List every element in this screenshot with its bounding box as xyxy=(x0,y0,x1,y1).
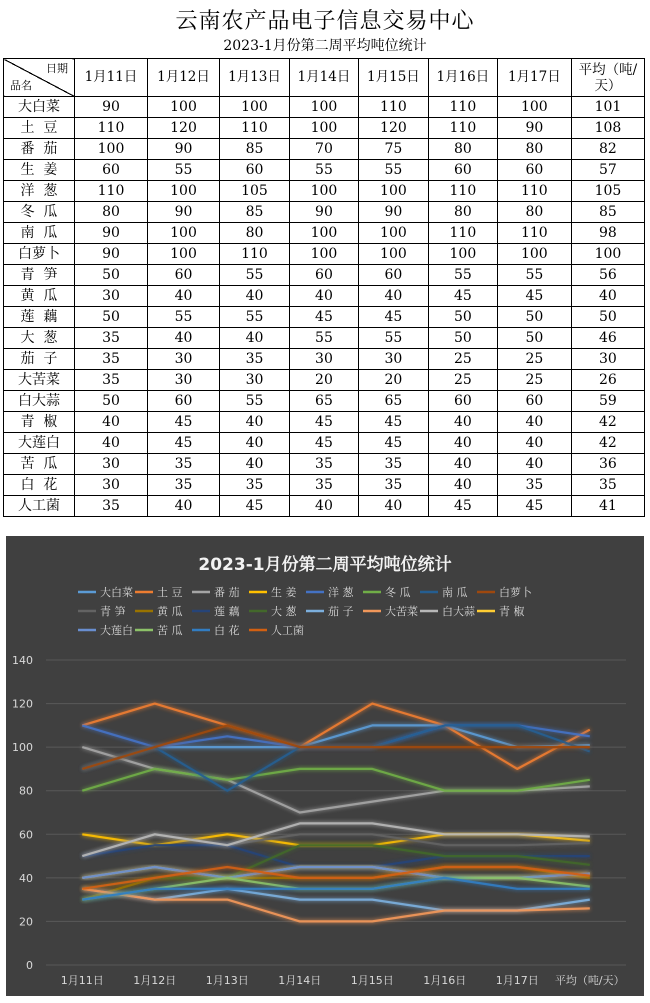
value-cell: 30 xyxy=(289,349,358,370)
average-cell: 40 xyxy=(571,286,644,307)
product-name-cell: 大莲白 xyxy=(4,433,75,454)
value-cell: 100 xyxy=(289,223,358,244)
value-cell: 35 xyxy=(289,475,358,496)
table-row xyxy=(4,433,645,454)
value-cell: 40 xyxy=(220,454,290,475)
value-cell: 120 xyxy=(148,118,220,139)
product-name-cell: 青 笋 xyxy=(4,265,75,286)
value-cell: 110 xyxy=(74,118,147,139)
legend-label: 大苦菜 xyxy=(385,605,418,618)
value-cell: 35 xyxy=(74,496,147,517)
product-name-cell: 土 豆 xyxy=(4,118,75,139)
value-cell: 60 xyxy=(148,265,220,286)
value-cell: 30 xyxy=(358,349,428,370)
average-cell: 98 xyxy=(571,223,644,244)
value-cell: 80 xyxy=(497,202,571,223)
value-cell: 45 xyxy=(497,286,571,307)
value-cell: 110 xyxy=(428,181,497,202)
table-row xyxy=(4,118,645,139)
product-name-cell: 大白菜 xyxy=(4,97,75,118)
value-cell: 30 xyxy=(74,286,147,307)
value-cell: 55 xyxy=(220,391,290,412)
value-cell: 90 xyxy=(148,202,220,223)
value-cell: 100 xyxy=(428,244,497,265)
value-cell: 55 xyxy=(220,265,290,286)
value-cell: 30 xyxy=(220,370,290,391)
value-cell: 80 xyxy=(74,202,147,223)
value-cell: 40 xyxy=(148,328,220,349)
average-cell: 46 xyxy=(571,328,644,349)
column-header: 1月15日 xyxy=(358,59,428,97)
legend-label: 大 葱 xyxy=(271,605,297,618)
table-row xyxy=(4,496,645,517)
value-cell: 30 xyxy=(148,370,220,391)
product-name-cell: 白大蒜 xyxy=(4,391,75,412)
legend-label: 莲 藕 xyxy=(214,605,240,618)
product-name-cell: 黄 瓜 xyxy=(4,286,75,307)
table-row xyxy=(4,475,645,496)
value-cell: 120 xyxy=(358,118,428,139)
value-cell: 55 xyxy=(220,307,290,328)
average-cell: 108 xyxy=(571,118,644,139)
legend-label: 生 姜 xyxy=(271,586,297,599)
product-name-cell: 茄 子 xyxy=(4,349,75,370)
average-cell: 56 xyxy=(571,265,644,286)
x-tick-label: 1月14日 xyxy=(278,974,322,987)
product-name-cell: 青 椒 xyxy=(4,412,75,433)
value-cell: 100 xyxy=(148,181,220,202)
value-cell: 110 xyxy=(497,223,571,244)
value-cell: 60 xyxy=(358,265,428,286)
value-cell: 35 xyxy=(148,475,220,496)
product-name-cell: 白 花 xyxy=(4,475,75,496)
table-row xyxy=(4,349,645,370)
value-cell: 45 xyxy=(358,412,428,433)
value-cell: 45 xyxy=(497,496,571,517)
chart-title: 2023-1月份第二周平均吨位统计 xyxy=(198,555,452,575)
page-title: 云南农产品电子信息交易中心 xyxy=(175,9,475,34)
value-cell: 35 xyxy=(358,454,428,475)
table-row xyxy=(4,454,645,475)
value-cell: 80 xyxy=(220,223,290,244)
value-cell: 45 xyxy=(289,433,358,454)
value-cell: 100 xyxy=(497,97,571,118)
value-cell: 100 xyxy=(289,181,358,202)
value-cell: 45 xyxy=(289,307,358,328)
corner-name-label: 品名 xyxy=(10,79,32,92)
value-cell: 45 xyxy=(428,496,497,517)
value-cell: 100 xyxy=(148,223,220,244)
value-cell: 110 xyxy=(428,223,497,244)
value-cell: 100 xyxy=(497,244,571,265)
legend-label: 人工菌 xyxy=(271,624,304,637)
value-cell: 55 xyxy=(289,160,358,181)
value-cell: 60 xyxy=(497,160,571,181)
y-tick-label: 120 xyxy=(12,697,33,711)
average-cell: 30 xyxy=(571,349,644,370)
legend-label: 白 花 xyxy=(214,624,240,637)
value-cell: 90 xyxy=(358,202,428,223)
table-row xyxy=(4,370,645,391)
x-tick-label: 1月13日 xyxy=(205,974,249,987)
value-cell: 20 xyxy=(358,370,428,391)
table-row xyxy=(4,412,645,433)
value-cell: 85 xyxy=(220,202,290,223)
x-tick-label: 1月16日 xyxy=(423,974,467,987)
value-cell: 40 xyxy=(497,433,571,454)
average-column-header: 平均（吨/天） xyxy=(571,59,644,97)
legend-label: 大白菜 xyxy=(100,586,133,599)
legend-label: 洋 葱 xyxy=(328,586,354,599)
value-cell: 35 xyxy=(74,328,147,349)
value-cell: 90 xyxy=(289,202,358,223)
value-cell: 25 xyxy=(428,370,497,391)
value-cell: 55 xyxy=(497,265,571,286)
average-cell: 105 xyxy=(571,181,644,202)
value-cell: 50 xyxy=(428,307,497,328)
value-cell: 45 xyxy=(220,496,290,517)
average-cell: 42 xyxy=(571,433,644,454)
value-cell: 65 xyxy=(358,391,428,412)
value-cell: 40 xyxy=(358,496,428,517)
value-cell: 70 xyxy=(289,139,358,160)
value-cell: 90 xyxy=(74,97,147,118)
y-tick-label: 40 xyxy=(19,871,33,885)
value-cell: 80 xyxy=(428,139,497,160)
value-cell: 30 xyxy=(148,349,220,370)
value-cell: 110 xyxy=(74,181,147,202)
value-cell: 50 xyxy=(497,328,571,349)
value-cell: 85 xyxy=(220,139,290,160)
average-cell: 57 xyxy=(571,160,644,181)
x-tick-label: 1月11日 xyxy=(60,974,104,987)
x-tick-label: 1月12日 xyxy=(133,974,177,987)
value-cell: 40 xyxy=(428,454,497,475)
y-tick-label: 140 xyxy=(12,654,33,667)
value-cell: 40 xyxy=(74,412,147,433)
legend-label: 青 椒 xyxy=(499,605,525,618)
table-row xyxy=(4,265,645,286)
value-cell: 40 xyxy=(220,328,290,349)
y-tick-label: 60 xyxy=(19,828,33,842)
value-cell: 110 xyxy=(428,118,497,139)
value-cell: 40 xyxy=(220,412,290,433)
value-cell: 35 xyxy=(74,349,147,370)
product-name-cell: 洋 葱 xyxy=(4,181,75,202)
table-row xyxy=(4,244,645,265)
value-cell: 40 xyxy=(497,412,571,433)
value-cell: 25 xyxy=(497,349,571,370)
column-header: 1月13日 xyxy=(220,59,290,97)
value-cell: 100 xyxy=(358,223,428,244)
legend-label: 冬 瓜 xyxy=(385,586,411,599)
tonnage-table xyxy=(3,58,645,517)
value-cell: 50 xyxy=(428,328,497,349)
value-cell: 40 xyxy=(428,475,497,496)
legend-label: 南 瓜 xyxy=(442,586,468,599)
legend-label: 番 茄 xyxy=(214,586,240,599)
value-cell: 40 xyxy=(220,286,290,307)
value-cell: 55 xyxy=(148,307,220,328)
average-cell: 101 xyxy=(571,97,644,118)
table-row xyxy=(4,139,645,160)
product-name-cell: 莲 藕 xyxy=(4,307,75,328)
value-cell: 55 xyxy=(289,328,358,349)
x-tick-label: 平均（吨/天） xyxy=(554,974,625,987)
value-cell: 40 xyxy=(148,286,220,307)
average-cell: 35 xyxy=(571,475,644,496)
value-cell: 40 xyxy=(289,286,358,307)
value-cell: 45 xyxy=(289,412,358,433)
value-cell: 80 xyxy=(497,139,571,160)
column-header: 1月14日 xyxy=(289,59,358,97)
value-cell: 40 xyxy=(289,496,358,517)
average-cell: 41 xyxy=(571,496,644,517)
product-name-cell: 冬 瓜 xyxy=(4,202,75,223)
value-cell: 100 xyxy=(358,244,428,265)
value-cell: 50 xyxy=(74,265,147,286)
value-cell: 100 xyxy=(74,139,147,160)
value-cell: 60 xyxy=(148,391,220,412)
line-chart xyxy=(6,536,644,996)
value-cell: 80 xyxy=(428,202,497,223)
value-cell: 40 xyxy=(428,412,497,433)
value-cell: 35 xyxy=(289,454,358,475)
product-name-cell: 白萝卜 xyxy=(4,244,75,265)
value-cell: 40 xyxy=(497,454,571,475)
average-cell: 59 xyxy=(571,391,644,412)
column-header: 1月11日 xyxy=(74,59,147,97)
value-cell: 110 xyxy=(358,97,428,118)
value-cell: 75 xyxy=(358,139,428,160)
average-cell: 82 xyxy=(571,139,644,160)
value-cell: 45 xyxy=(358,433,428,454)
value-cell: 100 xyxy=(289,118,358,139)
value-cell: 50 xyxy=(74,391,147,412)
value-cell: 50 xyxy=(497,307,571,328)
value-cell: 45 xyxy=(148,433,220,454)
value-cell: 60 xyxy=(289,265,358,286)
value-cell: 60 xyxy=(74,160,147,181)
average-cell: 100 xyxy=(571,244,644,265)
value-cell: 55 xyxy=(428,265,497,286)
value-cell: 60 xyxy=(497,391,571,412)
value-cell: 90 xyxy=(74,244,147,265)
page-subtitle: 2023-1月份第二周平均吨位统计 xyxy=(223,38,427,54)
average-cell: 85 xyxy=(571,202,644,223)
y-tick-label: 0 xyxy=(26,959,33,972)
value-cell: 50 xyxy=(74,307,147,328)
value-cell: 90 xyxy=(497,118,571,139)
table-header-row xyxy=(4,59,645,97)
average-cell: 36 xyxy=(571,454,644,475)
legend-label: 白大蒜 xyxy=(442,605,475,618)
column-header: 1月12日 xyxy=(148,59,220,97)
legend-label: 黄 瓜 xyxy=(157,605,183,618)
value-cell: 40 xyxy=(428,433,497,454)
legend-label: 土 豆 xyxy=(157,586,183,599)
value-cell: 40 xyxy=(74,433,147,454)
table-row xyxy=(4,328,645,349)
value-cell: 25 xyxy=(428,349,497,370)
value-cell: 90 xyxy=(74,223,147,244)
value-cell: 35 xyxy=(148,454,220,475)
product-name-cell: 大 葱 xyxy=(4,328,75,349)
table-row xyxy=(4,223,645,244)
column-header: 1月17日 xyxy=(497,59,571,97)
table-row xyxy=(4,202,645,223)
value-cell: 55 xyxy=(358,160,428,181)
table-row xyxy=(4,181,645,202)
x-tick-label: 1月17日 xyxy=(495,974,539,987)
product-name-cell: 生 姜 xyxy=(4,160,75,181)
y-tick-label: 100 xyxy=(12,741,33,755)
table-corner-cell xyxy=(4,59,75,97)
value-cell: 40 xyxy=(358,286,428,307)
y-tick-label: 20 xyxy=(19,915,33,929)
value-cell: 25 xyxy=(497,370,571,391)
value-cell: 100 xyxy=(148,244,220,265)
value-cell: 100 xyxy=(289,97,358,118)
product-name-cell: 南 瓜 xyxy=(4,223,75,244)
value-cell: 35 xyxy=(358,475,428,496)
legend-label: 大莲白 xyxy=(100,624,133,637)
value-cell: 45 xyxy=(148,412,220,433)
average-cell: 50 xyxy=(571,307,644,328)
value-cell: 110 xyxy=(220,118,290,139)
value-cell: 60 xyxy=(428,391,497,412)
value-cell: 40 xyxy=(220,433,290,454)
average-cell: 26 xyxy=(571,370,644,391)
value-cell: 105 xyxy=(220,181,290,202)
table-row xyxy=(4,307,645,328)
table-row xyxy=(4,97,645,118)
product-name-cell: 番 茄 xyxy=(4,139,75,160)
value-cell: 110 xyxy=(428,97,497,118)
value-cell: 35 xyxy=(220,475,290,496)
value-cell: 40 xyxy=(148,496,220,517)
value-cell: 100 xyxy=(289,244,358,265)
value-cell: 65 xyxy=(289,391,358,412)
legend-label: 白萝卜 xyxy=(499,586,532,599)
product-name-cell: 苦 瓜 xyxy=(4,454,75,475)
value-cell: 110 xyxy=(497,181,571,202)
value-cell: 100 xyxy=(358,181,428,202)
value-cell: 30 xyxy=(74,475,147,496)
y-tick-label: 80 xyxy=(19,784,33,798)
value-cell: 100 xyxy=(220,97,290,118)
x-tick-label: 1月15日 xyxy=(350,974,394,987)
value-cell: 60 xyxy=(428,160,497,181)
value-cell: 30 xyxy=(74,454,147,475)
value-cell: 55 xyxy=(148,160,220,181)
value-cell: 110 xyxy=(220,244,290,265)
corner-date-label: 日期 xyxy=(45,62,68,75)
value-cell: 35 xyxy=(74,370,147,391)
legend-label: 苦 瓜 xyxy=(157,624,183,637)
product-name-cell: 人工菌 xyxy=(4,496,75,517)
table-row xyxy=(4,391,645,412)
table-row xyxy=(4,160,645,181)
average-cell: 42 xyxy=(571,412,644,433)
value-cell: 90 xyxy=(148,139,220,160)
value-cell: 35 xyxy=(220,349,290,370)
value-cell: 100 xyxy=(148,97,220,118)
value-cell: 45 xyxy=(358,307,428,328)
value-cell: 35 xyxy=(497,475,571,496)
product-name-cell: 大苦菜 xyxy=(4,370,75,391)
column-header: 1月16日 xyxy=(428,59,497,97)
value-cell: 55 xyxy=(358,328,428,349)
value-cell: 20 xyxy=(289,370,358,391)
value-cell: 60 xyxy=(220,160,290,181)
legend-label: 茄 子 xyxy=(328,605,354,618)
legend-label: 青 笋 xyxy=(100,605,126,618)
table-body xyxy=(4,97,645,517)
value-cell: 45 xyxy=(428,286,497,307)
table-row xyxy=(4,286,645,307)
